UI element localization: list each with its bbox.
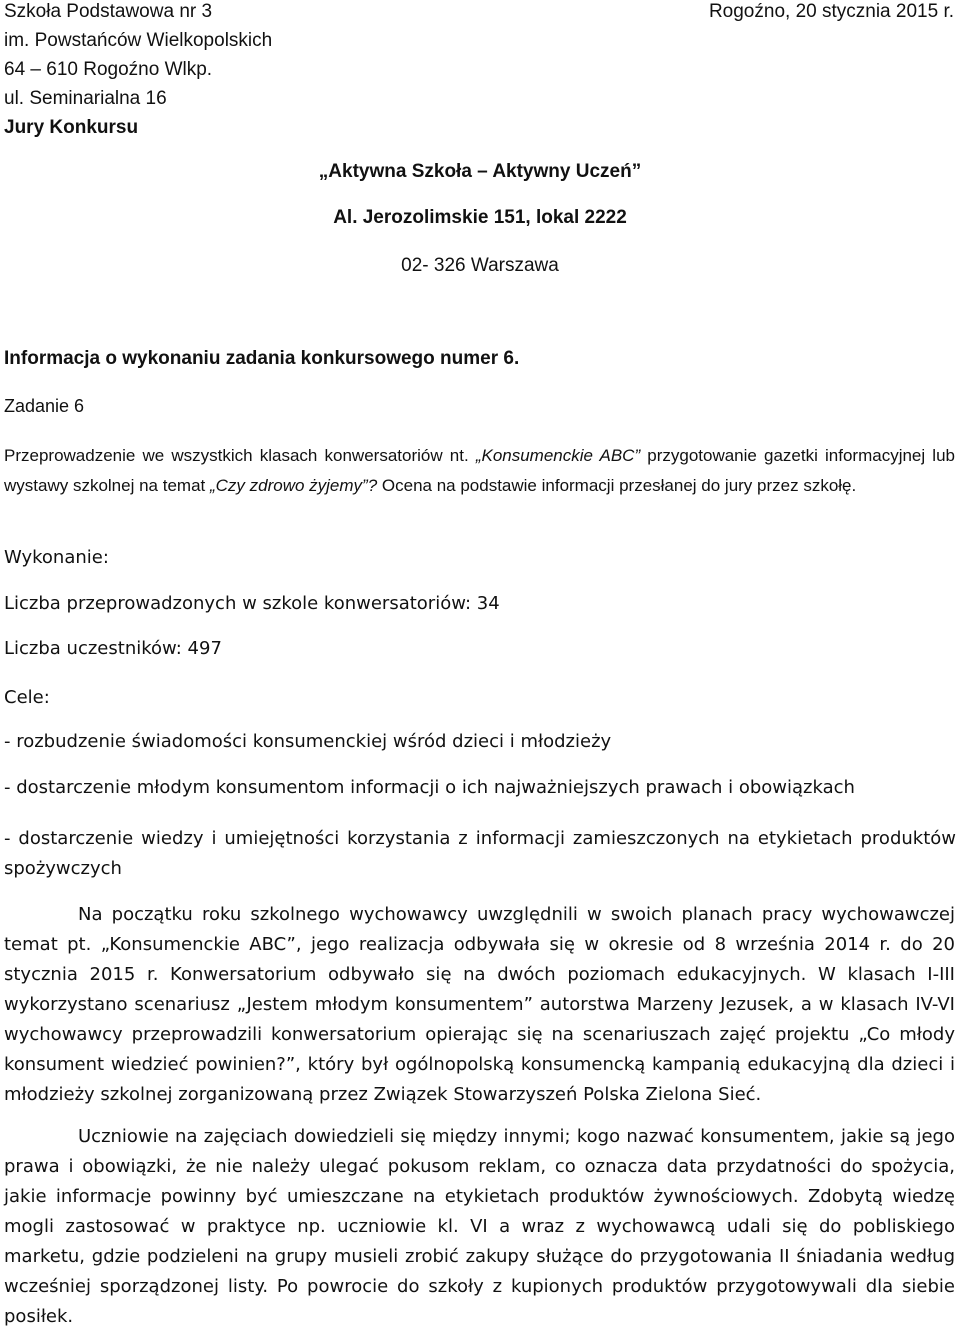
addressee-street: Al. Jerozolimskie 151, lokal 2222 (333, 207, 627, 228)
goal-item: - rozbudzenie świadomości konsumenckiej wśród dzieci i młodzieży (4, 731, 612, 752)
task-text-2: przygotowanie gazetki informacyjnej lub wystawy szkolnej na temat (4, 446, 955, 495)
task-label: Zadanie 6 (4, 396, 85, 416)
jury-line: Jury Konkursu (4, 117, 139, 138)
school-postal: 64 – 610 Rogoźno Wlkp. (4, 59, 213, 80)
paragraph-realization: Na początku roku szkolnego wychowawcy uwzględnili w swoich planach pracy wychowawczej temat pt. „Konsumenckie ABC”, jego realizacja odbywała się w okresie od 8 września 2014 r. do 20 stycznia 2015 r. Konwersatorium odbywało się na dwóch poziomach edukacyjnych. W klasach I-III wykorzystano scenariusz „Jestem młodym konsumentem” autorstwa Marzeny Jezusek, a w klasach IV-VI wychowawcy przeprowadzili konwersatorium opierając się na scenariuszach zajęć projektu „Co młody konsument wiedzieć powinien?”, który był ogólnopolską konsumencką kampanią edukacyjną dla dzieci i młodzieży szkolnej zorganizowaną przez Związek Stowarzyszeń Polska Zielona Sieć. (4, 904, 955, 1105)
place-date: Rogoźno, 20 stycznia 2015 r. (708, 1, 954, 22)
info-title: Informacja o wykonaniu zadania konkursowego numer 6. (4, 348, 520, 369)
school-name: Szkoła Podstawowa nr 3 (4, 1, 213, 22)
task-text-1: Przeprowadzenie we wszystkich klasach konwersatoriów nt. (4, 446, 476, 465)
task-italic-2: „Czy zdrowo żyjemy”? (209, 476, 378, 495)
goal-item: - dostarczenie wiedzy i umiejętności korzystania z informacji zamieszczonych na etykietach produktów spożywczych (4, 828, 956, 879)
school-patron: im. Powstańców Wielkopolskich (4, 30, 273, 51)
participants-count: Liczba uczestników: 497 (4, 638, 222, 659)
school-address (4, 0, 272, 142)
goal-item: - dostarczenie młodym konsumentom informacji o ich najważniejszych prawach i obowiązkach (4, 777, 855, 798)
task-text-3: Ocena na podstawie informacji przesłanej do jury przez szkołę. (377, 476, 857, 495)
goals-label: Cele: (4, 687, 50, 708)
paragraph-students: Uczniowie na zajęciach dowiedzieli się między innymi; kogo nazwać konsumentem, jakie są jego prawa i obowiązki, że nie należy ulegać pokusom reklam, co oznacza data przydatności do spożycia, jakie informacje powinny być umieszczane na etykietach produktów żywnościowych. Zdobytą wiedzę mogli zastosować w praktyce np. uczniowie kl. VI a wraz z wychowawcą udali się do pobliskiego marketu, gdzie podzieleni na grupy musieli zrobić zakupy służące do przygotowania II śniadania według wcześniej sporządzonej listy. Po powrocie do szkoły z kupionych produktów przygotowywali dla siebie posiłek. (4, 1126, 955, 1327)
contest-name: „Aktywna Szkoła – Aktywny Uczeń” (318, 161, 642, 182)
sessions-count: Liczba przeprowadzonych w szkole konwersatoriów: 34 (4, 593, 500, 614)
school-street: ul. Seminarialna 16 (4, 88, 167, 109)
task-description (4, 441, 955, 501)
task-italic-1: „Konsumenckie ABC” (475, 446, 641, 465)
addressee-city: 02- 326 Warszawa (401, 255, 559, 276)
execution-label: Wykonanie: (4, 547, 109, 568)
